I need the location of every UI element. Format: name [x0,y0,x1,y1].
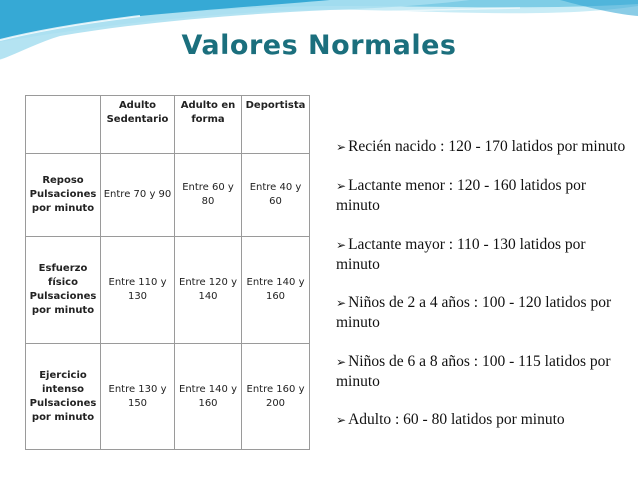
list-item [336,410,632,430]
list-item-text: Niños de 2 a 4 años : 100 - 120 latidos por minuto [336,294,612,332]
row-header: Ejercicio intenso Pulsaciones por minuto [26,344,101,450]
table-cell: Entre 120 y 140 [175,237,242,344]
heart-rate-by-age-list [336,137,632,449]
column-header: Adulto en forma [175,96,242,154]
list-item-text: Lactante mayor : 110 - 130 latidos por minuto [336,235,586,273]
list-item-text: Niños de 6 a 8 años : 100 - 115 latidos por minuto [336,352,611,390]
table-header-row [26,96,310,154]
arrow-bullet-icon: ➢ [336,140,347,154]
heart-rate-table [25,95,310,450]
table-cell: Entre 40 y 60 [242,154,310,237]
table-cell: Entre 130 y 150 [101,344,175,450]
table-corner-cell [26,96,101,154]
row-header: Esfuerzo físico Pulsaciones por minuto [26,237,101,344]
row-header: Reposo Pulsaciones por minuto [26,154,101,237]
table-row [26,154,310,237]
list-item-text: Adulto : 60 - 80 latidos por minuto [348,410,565,428]
list-item-text: Lactante menor : 120 - 160 latidos por minuto [336,177,587,215]
list-item [336,137,632,157]
list-item-text: Recién nacido : 120 - 170 latidos por minuto [348,138,626,155]
arrow-bullet-icon: ➢ [336,354,347,369]
column-header: Deportista [242,96,310,154]
list-item [336,293,632,332]
table-cell: Entre 60 y 80 [175,154,242,237]
arrow-bullet-icon: ➢ [336,412,347,427]
table-cell: Entre 110 y 130 [101,237,175,344]
table-cell: Entre 140 y 160 [242,237,310,344]
slide-title: Valores Normales [181,30,457,61]
arrow-bullet-icon: ➢ [336,296,347,311]
list-item [336,352,632,391]
table-cell: Entre 160 y 200 [242,344,310,450]
table-cell: Entre 140 y 160 [175,344,242,450]
arrow-bullet-icon: ➢ [336,237,347,252]
column-header: Adulto Sedentario [101,96,175,154]
table-row [26,237,310,344]
table-row [26,344,310,450]
list-item [336,176,632,215]
list-item [336,235,632,274]
arrow-bullet-icon: ➢ [336,179,347,194]
table-cell: Entre 70 y 90 [101,154,175,237]
